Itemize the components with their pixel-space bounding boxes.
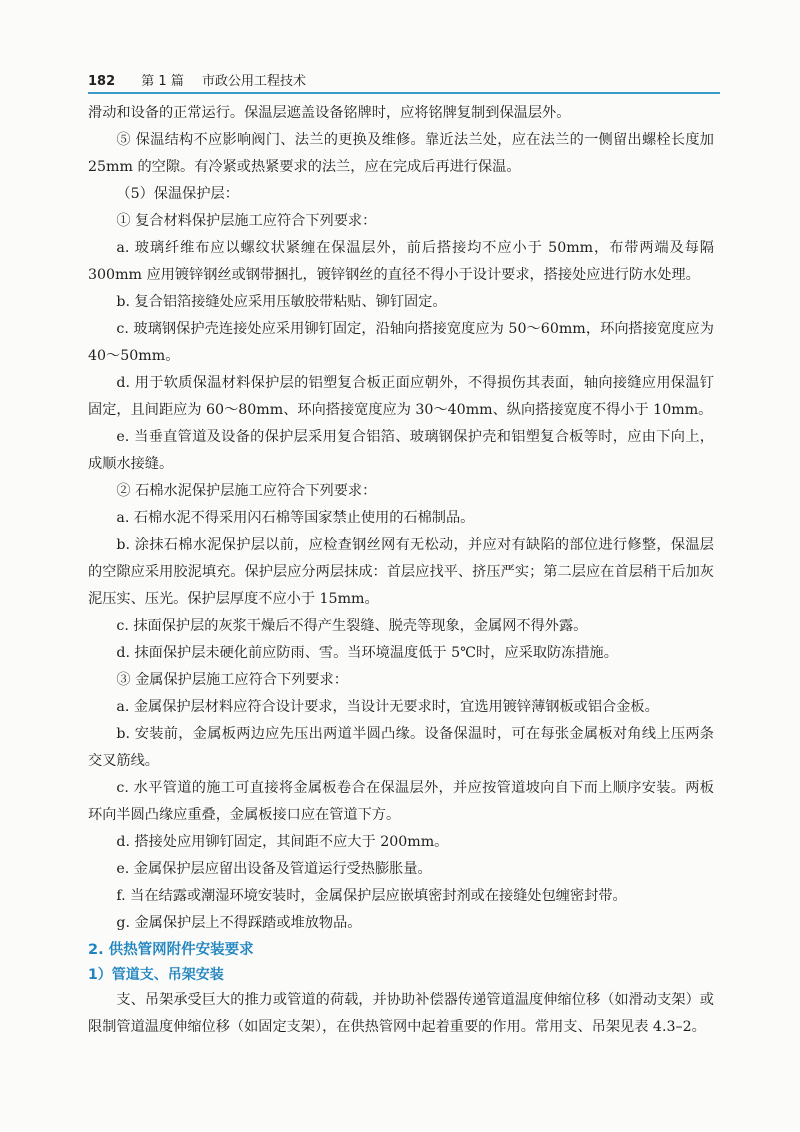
paragraph: b. 安装前，金属板两边应先压出两道半圆凸缘。设备保温时，可在每张金属板对角线上压两条交叉筋线。 <box>88 726 714 769</box>
paragraph: a. 金属保护层材料应符合设计要求，当设计无要求时，宜选用镀锌薄钢板或铝合金板。 <box>116 699 659 715</box>
header-rule <box>88 92 720 94</box>
paragraph: d. 搭接处应用铆钉固定，其间距不应大于 200mm。 <box>116 834 449 850</box>
paragraph: g. 金属保护层上不得踩踏或堆放物品。 <box>116 915 362 931</box>
paragraph: e. 金属保护层应留出设备及管道运行受热膨胀量。 <box>116 861 432 877</box>
paragraph: a. 石棉水泥不得采用闪石棉等国家禁止使用的石棉制品。 <box>116 510 475 526</box>
section-title: 市政公用工程技术 <box>201 74 306 89</box>
running-header <box>88 70 720 89</box>
paragraph: ① 复合材料保护层施工应符合下列要求： <box>116 213 377 229</box>
paragraph: c. 玻璃钢保护壳连接处应采用铆钉固定，沿轴向搭接宽度应为 50～60mm，环向搭接宽度应为 40～50mm。 <box>88 321 714 364</box>
paragraph: d. 用于软质保温材料保护层的铝塑复合板正面应朝外，不得损伤其表面，轴向接缝应用保温钉固定，且间距应为 60～80mm、环向搭接宽度应为 30～40mm、纵向搭接宽度不得小于 10mm。 <box>88 375 714 418</box>
paragraph: ③ 金属保护层施工应符合下列要求： <box>116 672 348 688</box>
page-number: 182 <box>88 74 116 89</box>
paragraph: 滑动和设备的正常运行。保温层遮盖设备铭牌时，应将铭牌复制到保温层外。 <box>88 105 571 121</box>
paragraph: b. 复合铝箔接缝处应采用压敏胶带粘贴、铆钉固定。 <box>116 294 447 310</box>
paragraph: e. 当垂直管道及设备的保护层采用复合铝箔、玻璃钢保护壳和铝塑复合板等时，应由下向上，成顺水接缝。 <box>88 429 714 472</box>
section-heading: 2. 供热管网附件安装要求 <box>88 942 254 958</box>
subsection-heading: 1）管道支、吊架安装 <box>88 967 224 983</box>
paragraph: d. 抹面保护层未硬化前应防雨、雪。当环境温度低于 5℃时，应采取防冻措施。 <box>116 645 618 661</box>
paragraph: f. 当在结露或潮湿环境安装时，金属保护层应嵌填密封剂或在接缝处包缠密封带。 <box>116 888 627 904</box>
paragraph: c. 水平管道的施工可直接将金属板卷合在保温层外，并应按管道坡向自下而上顺序安装。两板环向半圆凸缘应重叠，金属板接口应在管道下方。 <box>88 780 714 823</box>
part-label: 第 1 篇 <box>141 74 184 89</box>
paragraph: ⑤ 保温结构不应影响阀门、法兰的更换及维修。靠近法兰处，应在法兰的一侧留出螺栓长度加 25mm 的空隙。有冷紧或热紧要求的法兰，应在完成后再进行保温。 <box>88 132 714 175</box>
paragraph: ② 石棉水泥保护层施工应符合下列要求： <box>116 483 377 499</box>
body-text <box>88 100 714 1041</box>
paragraph: c. 抹面保护层的灰浆干燥后不得产生裂缝、脱壳等现象，金属网不得外露。 <box>116 618 588 634</box>
paragraph: （5）保温保护层： <box>116 186 239 202</box>
paragraph: 支、吊架承受巨大的推力或管道的荷载，并协助补偿器传递管道温度伸缩位移（如滑动支架）或限制管道温度伸缩位移（如固定支架），在供热管网中起着重要的作用。常用支、吊架见表 4.3–2。 <box>88 992 714 1035</box>
paragraph: b. 涂抹石棉水泥保护层以前，应检查钢丝网有无松动，并应对有缺陷的部位进行修整，保温层的空隙应采用胶泥填充。保护层应分两层抹成：首层应找平、挤压严实；第二层应在首层稍干后加灰泥压实、压光。保护层厚度不应小于 15mm。 <box>88 537 714 607</box>
paragraph: a. 玻璃纤维布应以螺纹状紧缠在保温层外，前后搭接均不应小于 50mm，布带两端及每隔 300mm 应用镀锌钢丝或钢带捆扎，镀锌钢丝的直径不得小于设计要求，搭接处应进行防水处理。 <box>88 240 714 283</box>
